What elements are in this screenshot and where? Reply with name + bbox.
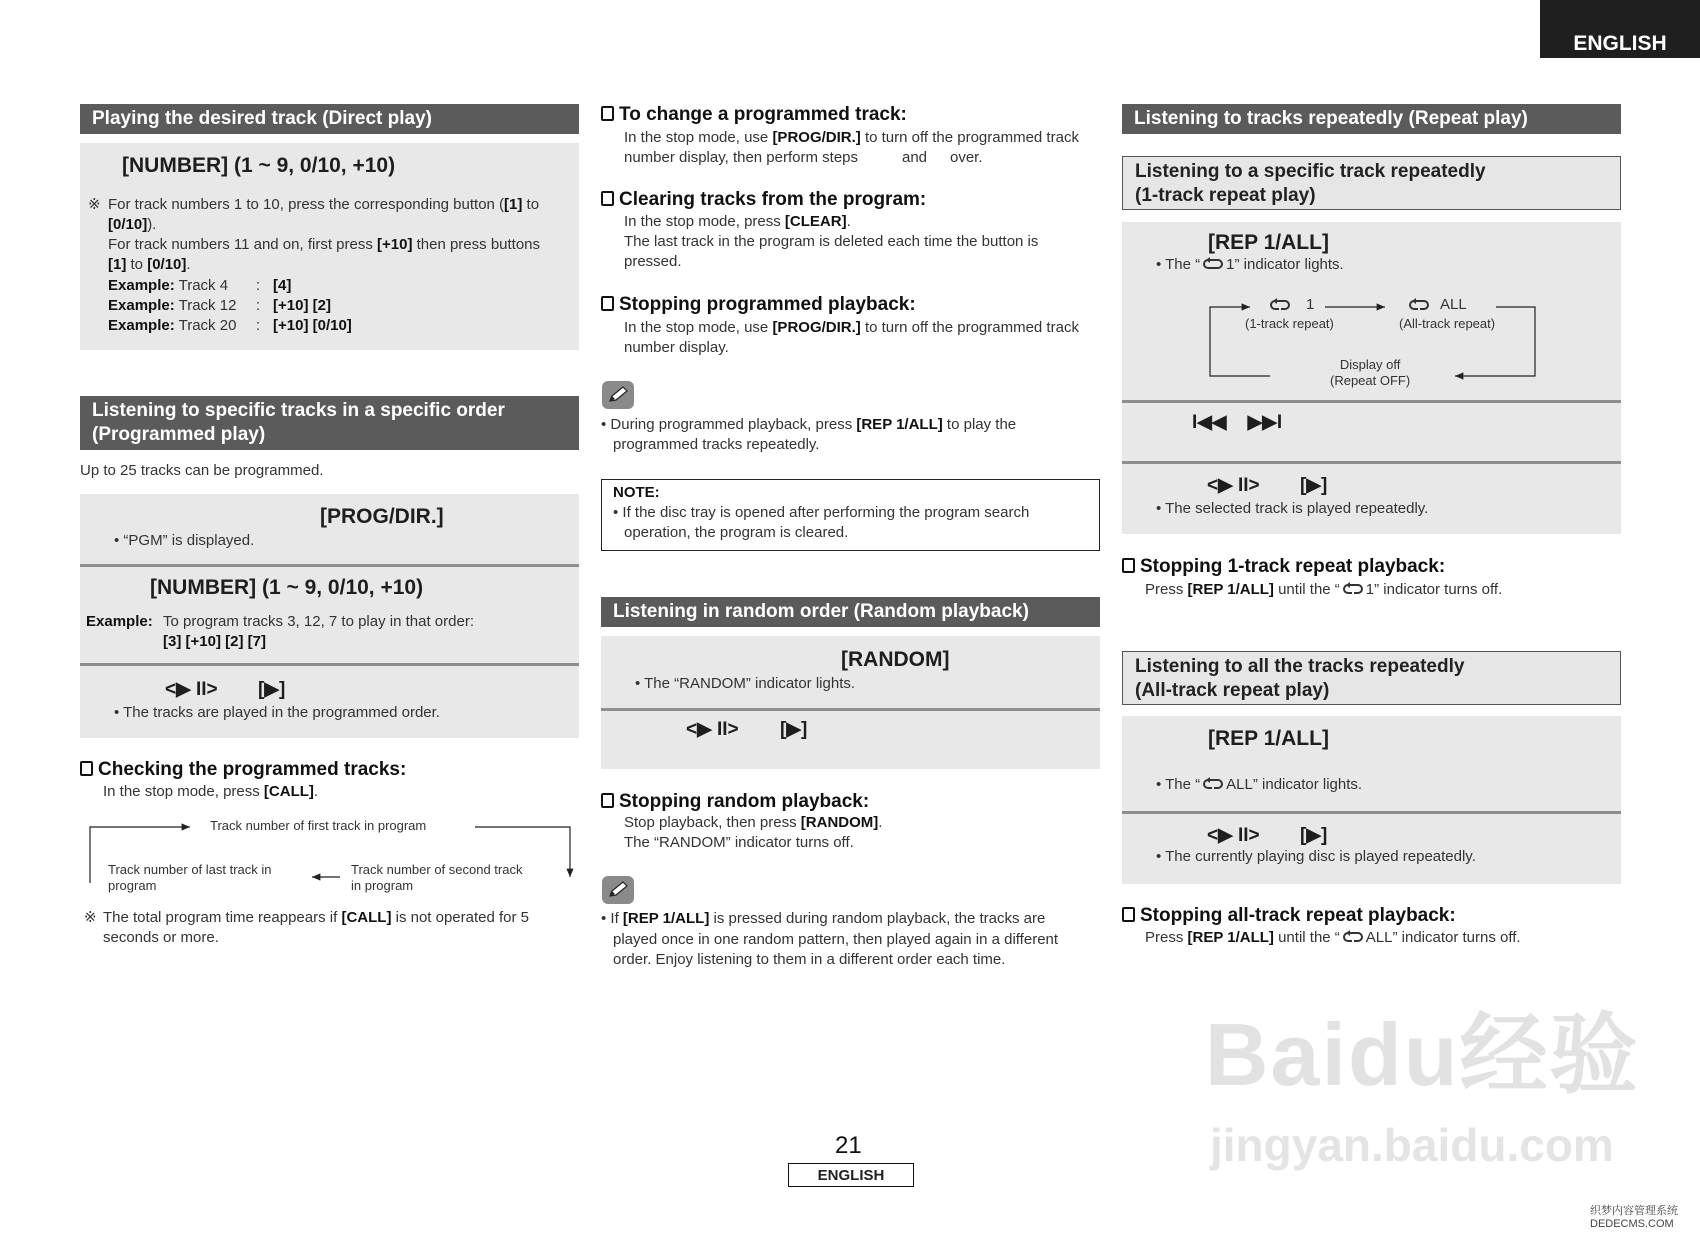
stopping-one-track-text: Press [REP 1/ALL] until the “ 1” indicator turns off. xyxy=(1145,581,1503,598)
note-label: NOTE: xyxy=(613,484,660,501)
corner-watermark-line-2: DEDECMS.COM xyxy=(1590,1218,1674,1230)
diagram-second-track xyxy=(351,862,522,894)
one-track-heading-line-1: Listening to a specific track repeatedly xyxy=(1135,161,1486,182)
direct-line-2: [0/10]). xyxy=(108,216,157,233)
stopping-all-track-heading: Stopping all-track repeat playback: xyxy=(1122,905,1456,927)
one-track-bullet: • The “ 1” indicator lights. xyxy=(1156,256,1344,273)
all-track-heading-line-2: (All-track repeat play) xyxy=(1135,680,1330,701)
stopping-random-line-2: The “RANDOM” indicator turns off. xyxy=(624,834,854,851)
random-step-1-bullet: • The “RANDOM” indicator lights. xyxy=(635,675,856,692)
repeat-icon xyxy=(1340,930,1366,944)
direct-example-3-keys: [+10] [0/10] xyxy=(273,317,352,334)
direct-example-3: Example: Track 20 xyxy=(108,317,237,334)
skip-keys: I◀◀ ▶▶I xyxy=(1192,412,1283,433)
stopping-programmed-heading: Stopping programmed playback: xyxy=(601,294,916,316)
cycle-one: 1 xyxy=(1306,296,1315,313)
repeat-icon xyxy=(1200,257,1226,271)
note-line-1: • If the disc tray is opened after performing the program search xyxy=(613,504,1030,521)
checking-programmed-text: In the stop mode, press [CALL]. xyxy=(103,783,319,800)
stopping-programmed-line-2: number display. xyxy=(624,339,729,356)
pencil-icon xyxy=(602,876,634,904)
change-programmed-heading: To change a programmed track: xyxy=(601,104,907,126)
repeat-icon xyxy=(1266,298,1294,312)
clearing-heading: Clearing tracks from the program: xyxy=(601,189,926,211)
all-track-repeat-heading xyxy=(1122,651,1621,705)
direct-play-heading: Playing the desired track (Direct play) xyxy=(80,104,579,134)
change-programmed-line-1: In the stop mode, use [PROG/DIR.] to turn off the programmed track xyxy=(624,129,1079,146)
page-number: 21 xyxy=(835,1132,862,1159)
corner-watermark xyxy=(1590,1205,1678,1231)
programmed-step-3-box xyxy=(80,666,579,738)
all-track-play-key-a: <▶ II> xyxy=(1207,825,1260,846)
direct-example-1-sep: : xyxy=(256,277,261,294)
clearing-line-1: In the stop mode, press [CLEAR]. xyxy=(624,213,851,230)
one-track-play-key-b: [▶] xyxy=(1300,475,1328,496)
checking-programmed-heading: Checking the programmed tracks: xyxy=(80,759,406,781)
programmed-step-2-example-text: To program tracks 3, 12, 7 to play in that order: xyxy=(163,613,474,630)
watermark-url: jingyan.baidu.com xyxy=(1210,1119,1614,1171)
repeat-icon xyxy=(1340,582,1366,596)
cycle-off-line-1: Display off xyxy=(1339,357,1401,372)
direct-example-1: Example: Track 4 xyxy=(108,277,229,294)
direct-example-2: Example: Track 12 xyxy=(108,297,237,314)
programmed-intro: Up to 25 tracks can be programmed. xyxy=(80,462,324,479)
total-time-note-2: seconds or more. xyxy=(103,929,219,946)
stopping-random-line-1: Stop playback, then press [RANDOM]. xyxy=(624,814,883,831)
programmed-step-2-example-keys: [3] [+10] [2] [7] xyxy=(163,633,266,650)
all-track-key: [REP 1/ALL] xyxy=(1208,727,1329,750)
total-time-mark: ※ xyxy=(84,909,97,926)
programmed-play-heading xyxy=(80,396,579,450)
all-track-play-bullet: • The currently playing disc is played repeatedly. xyxy=(1156,848,1476,865)
random-playback-heading: Listening in random order (Random playback) xyxy=(601,597,1100,627)
random-step-2-key-b: [▶] xyxy=(780,719,808,740)
programmed-heading-line-1: Listening to specific tracks in a specific order xyxy=(92,400,505,421)
diagram-second-track-line-2: in program xyxy=(351,878,414,893)
direct-example-2-sep: : xyxy=(256,297,261,314)
clearing-line-2: The last track in the program is deleted each time the button is xyxy=(624,233,1039,250)
diagram-last-track-line-1: Track number of last track in xyxy=(108,862,272,877)
stopping-programmed-line-1: In the stop mode, use [PROG/DIR.] to turn off the programmed track xyxy=(624,319,1079,336)
tip-random-repeat-2: played once in one random pattern, then played again in a different xyxy=(613,931,1059,948)
cycle-all: ALL xyxy=(1440,296,1467,313)
programmed-step-1-key: [PROG/DIR.] xyxy=(320,505,444,528)
one-track-play-key-a: <▶ II> xyxy=(1207,475,1260,496)
programmed-step-2-example-label: Example: xyxy=(86,613,153,630)
direct-line-4: [1] to [0/10]. xyxy=(108,256,191,273)
all-track-heading-line-1: Listening to all the tracks repeatedly xyxy=(1135,656,1465,677)
cycle-all-label: (All-track repeat) xyxy=(1399,316,1496,331)
tip-random-repeat-3: order. Enjoy listening to them in a different order each time. xyxy=(613,951,1006,968)
programmed-heading-line-2: (Programmed play) xyxy=(92,424,266,445)
one-track-key: [REP 1/ALL] xyxy=(1208,231,1329,254)
stopping-all-track-text: Press [REP 1/ALL] until the “ ALL” indicator turns off. xyxy=(1145,929,1521,946)
repeat-icon xyxy=(1405,298,1433,312)
programmed-step-2-key: [NUMBER] (1 ~ 9, 0/10, +10) xyxy=(150,576,424,599)
programmed-step-3-bullet: • The tracks are played in the programmed order. xyxy=(114,704,440,721)
total-time-note: The total program time reappears if [CALL] is not operated for 5 xyxy=(103,909,530,926)
direct-example-2-keys: [+10] [2] xyxy=(273,297,331,314)
programmed-step-3-key-a: <▶ II> xyxy=(165,679,218,700)
change-programmed-line-2c: over. xyxy=(950,149,983,166)
stopping-random-heading: Stopping random playback: xyxy=(601,791,869,813)
repeat-play-heading: Listening to tracks repeatedly (Repeat play) xyxy=(1122,104,1621,134)
one-track-heading-line-2: (1-track repeat play) xyxy=(1135,185,1316,206)
tip-programmed-repeat-2: programmed tracks repeatedly. xyxy=(613,436,820,453)
one-track-repeat-heading xyxy=(1122,156,1621,210)
change-programmed-line-2a: number display, then perform steps xyxy=(624,149,859,166)
cycle-one-label: (1-track repeat) xyxy=(1245,316,1334,331)
direct-line-1: For track numbers 1 to 10, press the corresponding button ([1] to xyxy=(108,196,540,213)
direct-line-3: For track numbers 11 and on, first press [+10] then press buttons xyxy=(108,236,541,253)
random-step-1-key: [RANDOM] xyxy=(841,648,950,671)
all-track-bullet: • The “ ALL” indicator lights. xyxy=(1156,776,1363,793)
random-step-1-box xyxy=(601,636,1100,708)
stopping-one-track-heading: Stopping 1-track repeat playback: xyxy=(1122,556,1445,578)
programmed-step-1-bullet: • “PGM” is displayed. xyxy=(114,532,255,549)
footer-language: ENGLISH xyxy=(788,1163,914,1187)
direct-note-mark: ※ xyxy=(88,196,101,213)
diagram-last-track xyxy=(108,862,272,894)
diagram-first-track: Track number of first track in program xyxy=(210,818,427,833)
cycle-off xyxy=(1330,357,1410,389)
direct-example-1-keys: [4] xyxy=(273,277,292,294)
programmed-step-3-key-b: [▶] xyxy=(258,679,286,700)
pencil-icon xyxy=(602,381,634,409)
direct-play-key: [NUMBER] (1 ~ 9, 0/10, +10) xyxy=(122,154,396,177)
change-programmed-line-2b: and xyxy=(902,149,928,166)
diagram-last-track-line-2: program xyxy=(108,878,157,893)
all-track-play-key-b: [▶] xyxy=(1300,825,1328,846)
diagram-second-track-line-1: Track number of second track xyxy=(351,862,523,877)
tip-programmed-repeat: • During programmed playback, press [REP 1/ALL] to play the xyxy=(601,416,1017,433)
language-tab: ENGLISH xyxy=(1540,0,1700,58)
clearing-line-3: pressed. xyxy=(624,253,682,270)
tip-random-repeat-1: • If [REP 1/ALL] is pressed during random playback, the tracks are xyxy=(601,910,1046,927)
random-step-2-box xyxy=(601,711,1100,769)
cycle-off-line-2: (Repeat OFF) xyxy=(1330,373,1411,388)
note-line-2: operation, the program is cleared. xyxy=(624,524,849,541)
random-step-2-key-a: <▶ II> xyxy=(686,719,739,740)
one-track-play-bullet: • The selected track is played repeatedly. xyxy=(1156,500,1429,517)
all-track-step-1-box xyxy=(1122,716,1621,811)
corner-watermark-line-1: 织梦内容管理系统 xyxy=(1590,1205,1678,1217)
direct-example-3-sep: : xyxy=(256,317,261,334)
repeat-icon xyxy=(1200,777,1226,791)
watermark: Baidu经验 xyxy=(1205,1005,1640,1104)
